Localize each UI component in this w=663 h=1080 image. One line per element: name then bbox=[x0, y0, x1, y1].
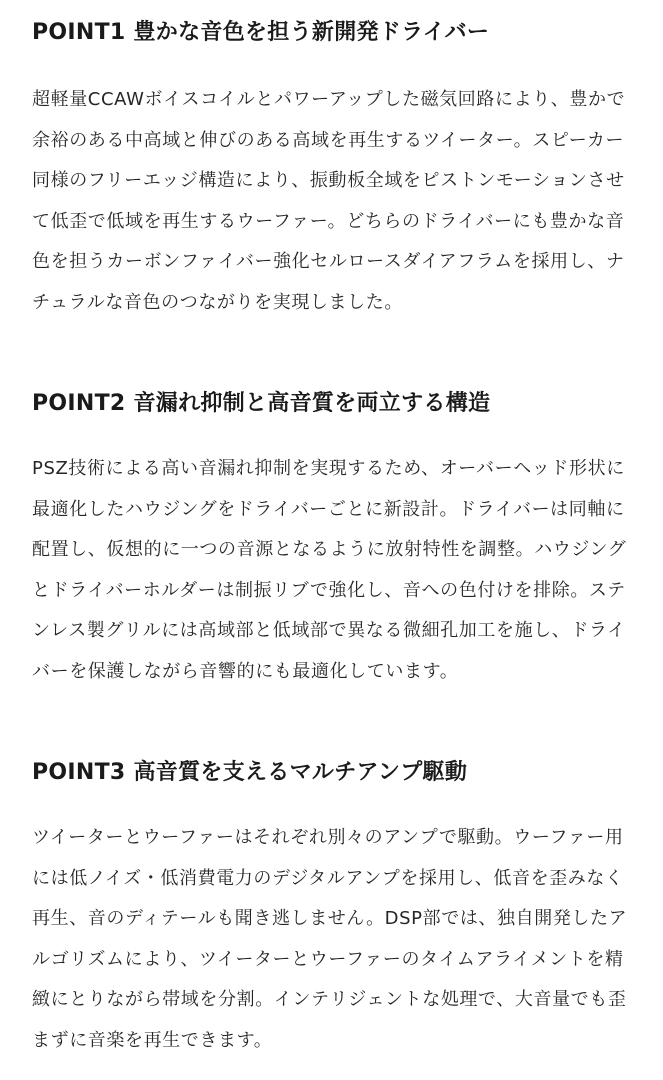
point1-description: 超軽量CCAWボイスコイルとパワーアップした磁気回路により、豊かで余裕のある中高域と伸びのある高域を再生するツイーター。スピーカー同様のフリーエッジ構造により、振動板全域をピストンモーションさせて低歪で低域を再生するウーファー。どちらのドライバーにも豊かな音色を担うカーボンファイバー強化セルロースダイアフラムを採用し、ナチュラルな音色のつながりを実現しました。 bbox=[32, 89, 626, 313]
point1-heading: POINT1 豊かな音色を担う新開発ドライバー bbox=[32, 20, 490, 45]
point2-heading: POINT2 音漏れ抑制と高音質を両立する構造 bbox=[32, 391, 491, 416]
point2-description: PSZ技術による高い音漏れ抑制を実現するため、オーバーヘッド形状に最適化したハウジングをドライバーごとに新設計。ドライバーは同軸に配置し、仮想的に一つの音源となるように放射特性を調整。ハウジングとドライバーホルダーは制振リブで強化し、音への色付けを排除。ステンレス製グリルには高域部と低域部で異なる微細孔加工を施し、ドライバーを保護しながら音響的にも最適化しています。 bbox=[32, 458, 627, 682]
point3-heading: POINT3 高音質を支えるマルチアンプ駆動 bbox=[32, 760, 468, 785]
point3-description: ツイーターとウーファーはそれぞれ別々のアンプで駆動。ウーファー用には低ノイズ・低消費電力のデジタルアンプを採用し、低音を歪みなく再生、音のディテールも聞き逃しません。DSP部では、独自開発したアルゴリズムにより、ツイーターとウーファーのタイムアライメントを精緻にとりながら帯域を分割。インテリジェントな処理で、大音量でも歪まずに音楽を再生できます。 bbox=[32, 827, 628, 1051]
